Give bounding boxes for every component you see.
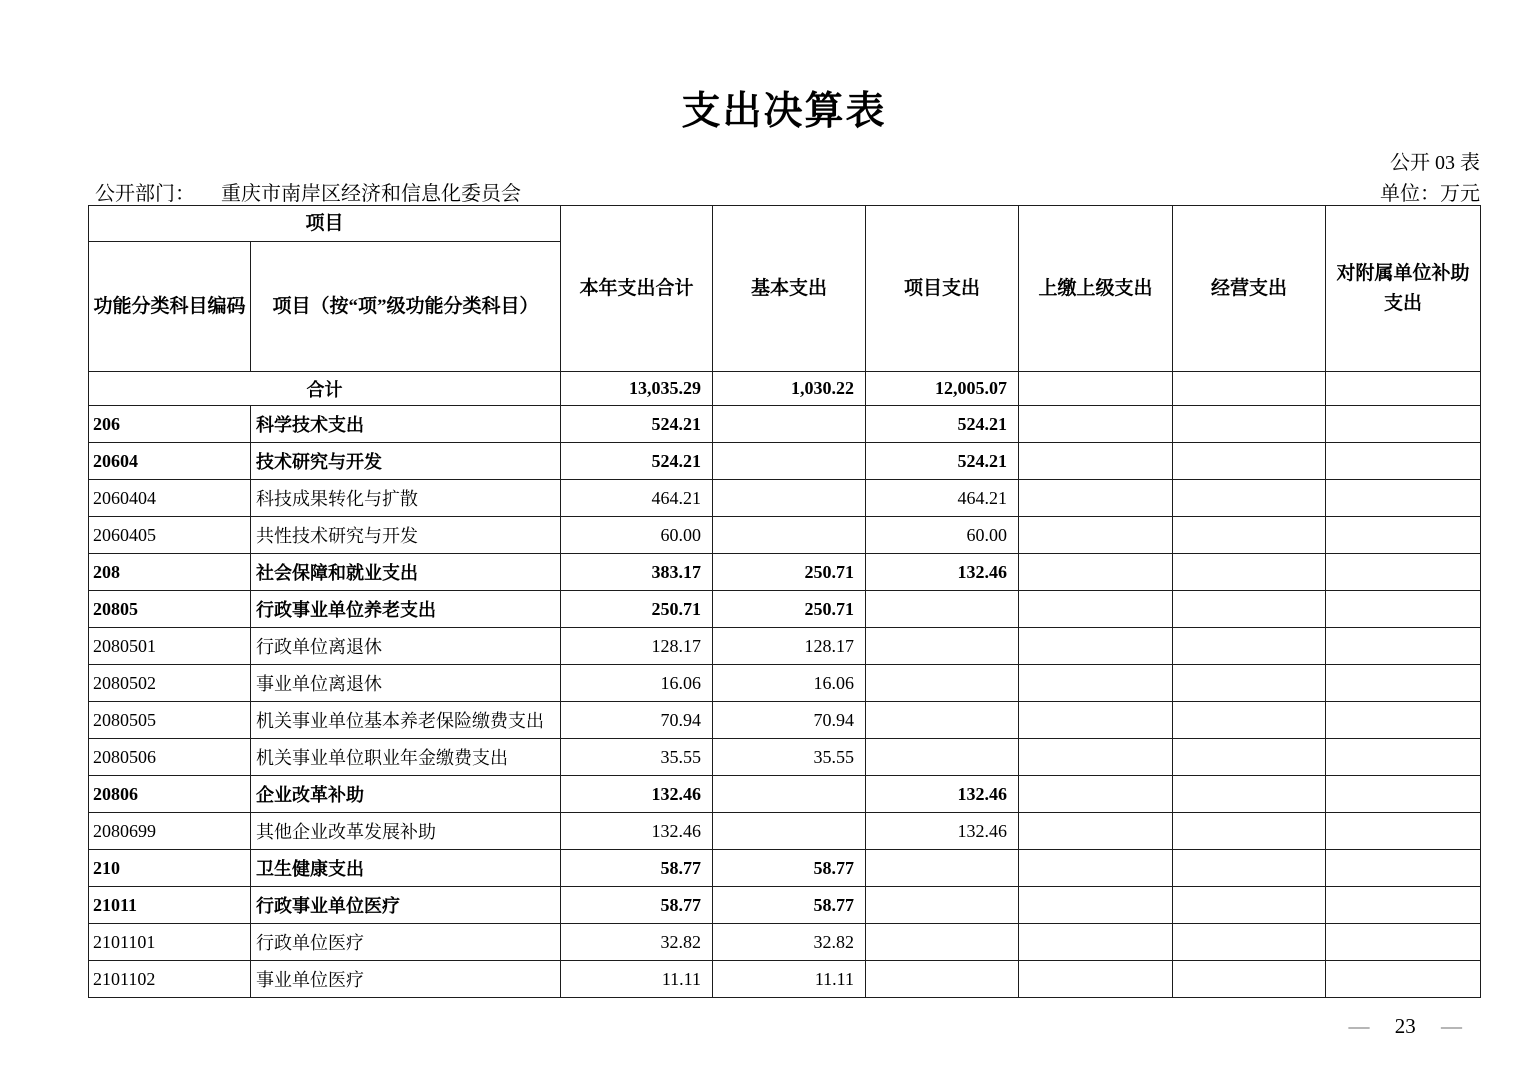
table-row (89, 628, 1481, 665)
row-project: 524.21 (866, 443, 1019, 480)
table-row (89, 776, 1481, 813)
row-paid-up (1019, 665, 1173, 702)
table-row (89, 554, 1481, 591)
row-code: 206 (89, 406, 251, 443)
row-code: 2101102 (89, 961, 251, 998)
row-subsidy (1326, 887, 1481, 924)
row-basic (713, 813, 866, 850)
table-body (89, 372, 1481, 998)
row-basic: 70.94 (713, 702, 866, 739)
row-total: 132.46 (561, 776, 713, 813)
row-name: 其他企业改革发展补助 (251, 813, 561, 850)
row-project (866, 739, 1019, 776)
row-project: 132.46 (866, 776, 1019, 813)
row-basic (713, 517, 866, 554)
row-subsidy (1326, 517, 1481, 554)
row-operating (1173, 591, 1326, 628)
page-title: 支出决算表 (681, 90, 887, 133)
footer-dash-right: — (1441, 1014, 1462, 1038)
row-total: 32.82 (561, 924, 713, 961)
row-operating (1173, 517, 1326, 554)
row-basic: 250.71 (713, 591, 866, 628)
row-code: 20805 (89, 591, 251, 628)
row-total: 58.77 (561, 850, 713, 887)
row-paid-up (1019, 517, 1173, 554)
row-project: 132.46 (866, 554, 1019, 591)
row-name: 技术研究与开发 (251, 443, 561, 480)
table-row (89, 443, 1481, 480)
row-total: 524.21 (561, 406, 713, 443)
row-project: 524.21 (866, 406, 1019, 443)
header-operating-expenditure: 经营支出 (1173, 206, 1326, 372)
row-code: 2080501 (89, 628, 251, 665)
row-name: 事业单位离退休 (251, 665, 561, 702)
row-operating (1173, 776, 1326, 813)
row-paid-up (1019, 887, 1173, 924)
total-total: 13,035.29 (561, 372, 713, 406)
row-total: 60.00 (561, 517, 713, 554)
row-subsidy (1326, 406, 1481, 443)
row-basic (713, 406, 866, 443)
table-row (89, 702, 1481, 739)
row-code: 2080505 (89, 702, 251, 739)
row-paid-up (1019, 813, 1173, 850)
row-basic: 16.06 (713, 665, 866, 702)
table-row (89, 961, 1481, 998)
row-total: 58.77 (561, 887, 713, 924)
row-subsidy (1326, 628, 1481, 665)
row-code: 2101101 (89, 924, 251, 961)
row-total: 250.71 (561, 591, 713, 628)
row-basic (713, 776, 866, 813)
department-name: 重庆市南岸区经济和信息化委员会 (221, 183, 521, 205)
unit-note: 单位：万元 (1380, 183, 1480, 205)
row-name: 机关事业单位职业年金缴费支出 (251, 739, 561, 776)
header-function-code: 功能分类科目编码 (89, 242, 251, 372)
row-total: 11.11 (561, 961, 713, 998)
row-project (866, 850, 1019, 887)
row-subsidy (1326, 813, 1481, 850)
total-project: 12,005.07 (866, 372, 1019, 406)
table-row (89, 517, 1481, 554)
department-label: 公开部门： (95, 183, 195, 205)
row-subsidy (1326, 961, 1481, 998)
row-operating (1173, 924, 1326, 961)
total-basic: 1,030.22 (713, 372, 866, 406)
row-subsidy (1326, 739, 1481, 776)
row-code: 2060405 (89, 517, 251, 554)
row-code: 208 (89, 554, 251, 591)
row-paid-up (1019, 554, 1173, 591)
row-operating (1173, 813, 1326, 850)
table-row (89, 406, 1481, 443)
table-row (89, 591, 1481, 628)
meta-row (95, 177, 1480, 206)
header-item-name: 项目（按“项”级功能分类科目） (251, 242, 561, 372)
row-paid-up (1019, 924, 1173, 961)
footer-dash-left: — (1348, 1014, 1370, 1038)
header-project-group: 项目 (89, 206, 561, 242)
row-subsidy (1326, 924, 1481, 961)
total-row (89, 372, 1481, 406)
row-name: 科学技术支出 (251, 406, 561, 443)
row-project (866, 924, 1019, 961)
row-subsidy (1326, 776, 1481, 813)
row-total: 383.17 (561, 554, 713, 591)
table-row (89, 887, 1481, 924)
row-basic: 35.55 (713, 739, 866, 776)
table-number: 公开 03 表 (1390, 152, 1480, 174)
row-total: 35.55 (561, 739, 713, 776)
row-project (866, 591, 1019, 628)
row-paid-up (1019, 850, 1173, 887)
row-basic: 250.71 (713, 554, 866, 591)
row-code: 21011 (89, 887, 251, 924)
table-row (89, 739, 1481, 776)
row-name: 行政事业单位养老支出 (251, 591, 561, 628)
row-subsidy (1326, 480, 1481, 517)
row-project: 132.46 (866, 813, 1019, 850)
row-basic: 58.77 (713, 887, 866, 924)
total-label: 合计 (89, 372, 561, 406)
row-code: 2080502 (89, 665, 251, 702)
row-paid-up (1019, 443, 1173, 480)
total-operating (1173, 372, 1326, 406)
row-basic: 32.82 (713, 924, 866, 961)
page-number-footer (1349, 1014, 1463, 1039)
table-row (89, 850, 1481, 887)
row-operating (1173, 739, 1326, 776)
row-total: 16.06 (561, 665, 713, 702)
row-project (866, 702, 1019, 739)
header-paid-up-expenditure: 上缴上级支出 (1019, 206, 1173, 372)
row-code: 2080506 (89, 739, 251, 776)
row-paid-up (1019, 591, 1173, 628)
row-basic (713, 443, 866, 480)
row-paid-up (1019, 406, 1173, 443)
row-name: 企业改革补助 (251, 776, 561, 813)
row-operating (1173, 961, 1326, 998)
row-operating (1173, 554, 1326, 591)
table-row (89, 665, 1481, 702)
row-code: 2060404 (89, 480, 251, 517)
row-subsidy (1326, 591, 1481, 628)
row-code: 20604 (89, 443, 251, 480)
row-subsidy (1326, 702, 1481, 739)
row-name: 行政单位离退休 (251, 628, 561, 665)
row-name: 事业单位医疗 (251, 961, 561, 998)
row-project (866, 961, 1019, 998)
row-code: 20806 (89, 776, 251, 813)
row-name: 卫生健康支出 (251, 850, 561, 887)
row-total: 524.21 (561, 443, 713, 480)
row-paid-up (1019, 961, 1173, 998)
row-total: 132.46 (561, 813, 713, 850)
row-name: 社会保障和就业支出 (251, 554, 561, 591)
row-subsidy (1326, 850, 1481, 887)
header-basic-expenditure: 基本支出 (713, 206, 866, 372)
row-name: 行政事业单位医疗 (251, 887, 561, 924)
row-operating (1173, 480, 1326, 517)
row-basic: 128.17 (713, 628, 866, 665)
row-subsidy (1326, 554, 1481, 591)
row-name: 机关事业单位基本养老保险缴费支出 (251, 702, 561, 739)
header-project-expenditure: 项目支出 (866, 206, 1019, 372)
row-code: 2080699 (89, 813, 251, 850)
row-project: 60.00 (866, 517, 1019, 554)
row-code: 210 (89, 850, 251, 887)
row-project (866, 665, 1019, 702)
row-operating (1173, 406, 1326, 443)
row-basic: 58.77 (713, 850, 866, 887)
header-subsidy-expenditure: 对附属单位补助支出 (1326, 206, 1481, 372)
row-total: 70.94 (561, 702, 713, 739)
row-paid-up (1019, 628, 1173, 665)
total-subsidy (1326, 372, 1481, 406)
row-project (866, 628, 1019, 665)
row-operating (1173, 628, 1326, 665)
table-row (89, 480, 1481, 517)
row-basic (713, 480, 866, 517)
expenditure-table (88, 205, 1481, 998)
row-paid-up (1019, 776, 1173, 813)
row-name: 科技成果转化与扩散 (251, 480, 561, 517)
footer-page-number: 23 (1394, 1014, 1416, 1038)
row-operating (1173, 887, 1326, 924)
row-subsidy (1326, 665, 1481, 702)
row-operating (1173, 443, 1326, 480)
table-row (89, 924, 1481, 961)
department-line (95, 177, 521, 206)
row-paid-up (1019, 739, 1173, 776)
row-paid-up (1019, 702, 1173, 739)
row-total: 128.17 (561, 628, 713, 665)
row-operating (1173, 702, 1326, 739)
table-row (89, 813, 1481, 850)
row-subsidy (1326, 443, 1481, 480)
row-total: 464.21 (561, 480, 713, 517)
row-name: 共性技术研究与开发 (251, 517, 561, 554)
row-operating (1173, 850, 1326, 887)
total-paid-up (1019, 372, 1173, 406)
row-name: 行政单位医疗 (251, 924, 561, 961)
row-project (866, 887, 1019, 924)
row-paid-up (1019, 480, 1173, 517)
header-total-expenditure: 本年支出合计 (561, 206, 713, 372)
row-operating (1173, 665, 1326, 702)
row-basic: 11.11 (713, 961, 866, 998)
row-project: 464.21 (866, 480, 1019, 517)
